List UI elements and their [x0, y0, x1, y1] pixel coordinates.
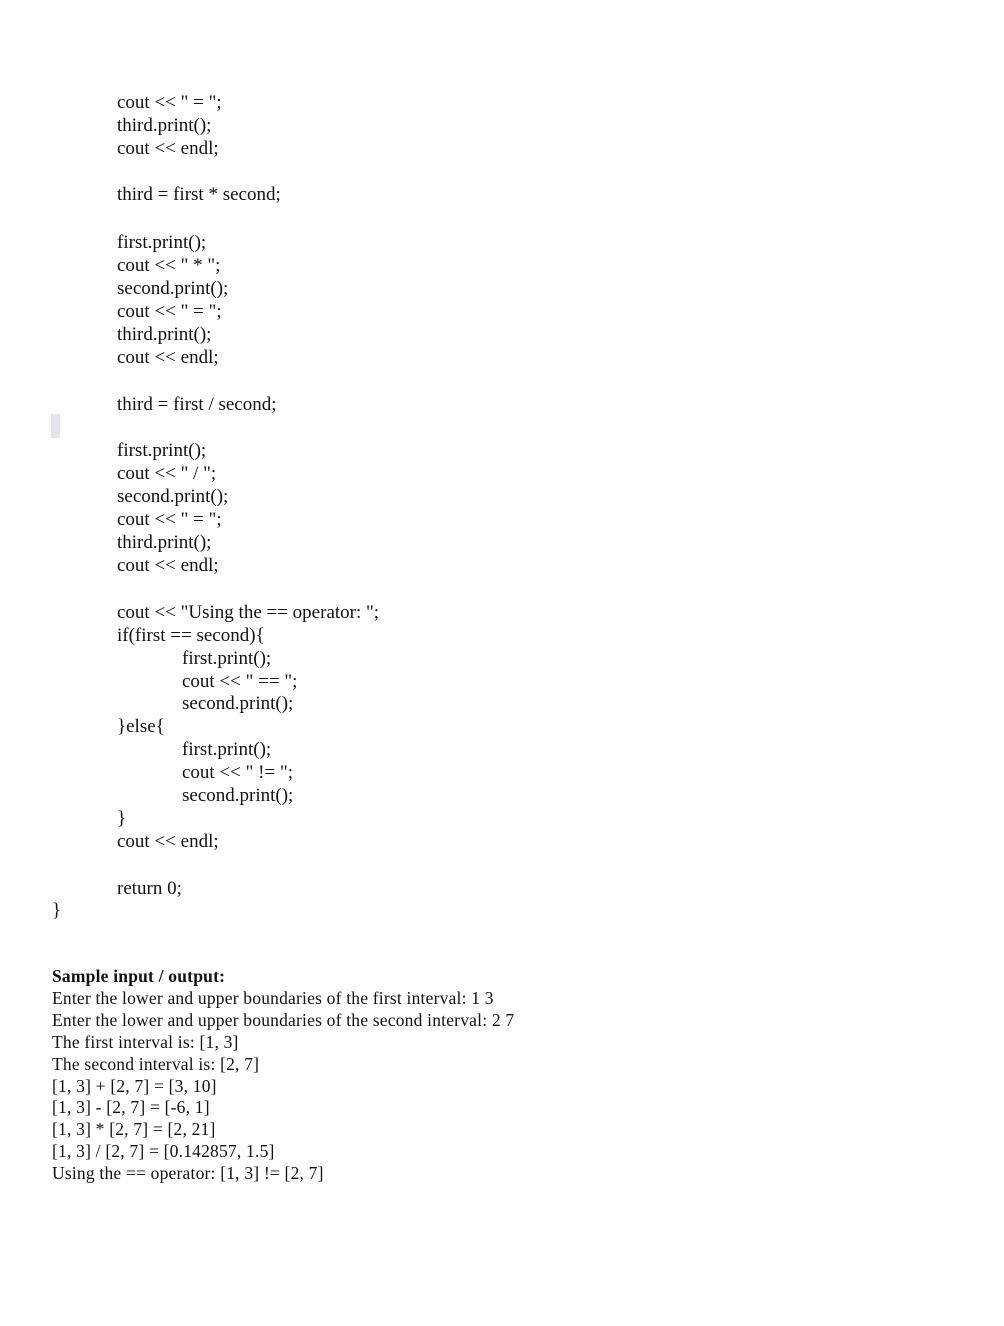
- sample-line: [1, 3] + [2, 7] = [3, 10]: [52, 1076, 217, 1096]
- code-line: second.print();: [117, 486, 229, 507]
- code-line: first.print();: [117, 440, 207, 461]
- code-line: first.print();: [182, 739, 272, 760]
- code-line: cout << " != ";: [182, 762, 293, 783]
- text-cursor-highlight: [51, 414, 60, 438]
- sample-line: Enter the lower and upper boundaries of the first interval: 1 3: [52, 988, 494, 1008]
- code-line: third.print();: [117, 532, 212, 553]
- code-line: third = first * second;: [117, 184, 281, 205]
- code-line: cout << endl;: [117, 347, 219, 368]
- sample-line: Using the == operator: [1, 3] != [2, 7]: [52, 1163, 324, 1183]
- code-line: cout << endl;: [117, 831, 219, 852]
- code-line: third.print();: [117, 324, 212, 345]
- code-line: third = first / second;: [117, 394, 277, 415]
- code-line: cout << " = ";: [117, 509, 222, 530]
- code-line: cout << " == ";: [182, 671, 298, 692]
- code-line: }else{: [117, 716, 165, 737]
- sample-line: [1, 3] - [2, 7] = [-6, 1]: [52, 1097, 210, 1117]
- code-line: first.print();: [117, 232, 207, 253]
- sample-line: The second interval is: [2, 7]: [52, 1054, 260, 1074]
- code-line: cout << " * ";: [117, 255, 221, 276]
- sample-line: Enter the lower and upper boundaries of the second interval: 2 7: [52, 1010, 515, 1030]
- sample-line: [1, 3] * [2, 7] = [2, 21]: [52, 1119, 216, 1139]
- code-line: return 0;: [117, 878, 182, 899]
- code-line: if(first == second){: [117, 625, 265, 646]
- code-line: second.print();: [182, 785, 294, 806]
- code-line: second.print();: [117, 278, 229, 299]
- sample-line: [1, 3] / [2, 7] = [0.142857, 1.5]: [52, 1141, 275, 1161]
- sample-line: The first interval is: [1, 3]: [52, 1032, 239, 1052]
- code-line: }: [117, 808, 127, 829]
- code-line: cout << " = ";: [117, 92, 222, 113]
- code-line: cout << " / ";: [117, 463, 217, 484]
- code-line: }: [52, 900, 62, 921]
- code-line: cout << endl;: [117, 138, 219, 159]
- code-line: cout << "Using the == operator: ";: [117, 602, 380, 623]
- code-line: cout << endl;: [117, 555, 219, 576]
- code-line: first.print();: [182, 648, 272, 669]
- code-line: third.print();: [117, 115, 212, 136]
- code-line: second.print();: [182, 693, 294, 714]
- sample-heading: Sample input / output:: [52, 966, 226, 986]
- code-line: cout << " = ";: [117, 301, 222, 322]
